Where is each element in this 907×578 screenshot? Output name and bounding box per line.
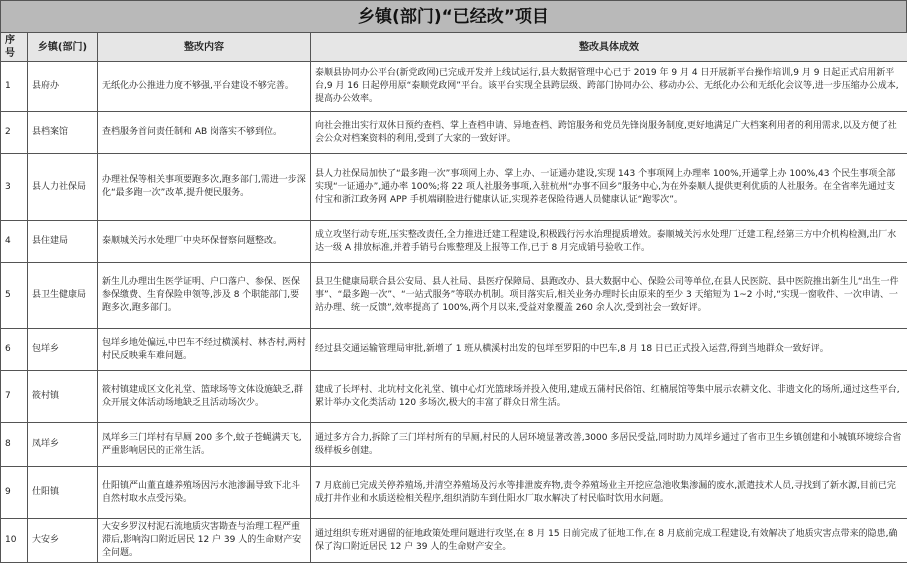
row-serial: 1 <box>1 62 28 112</box>
header-town: 乡镇(部门) <box>28 33 98 62</box>
row-town: 县人力社保局 <box>28 154 98 221</box>
row-serial: 8 <box>1 423 28 467</box>
row-issue: 新生儿办理出生医学证明、户口落户、参保、医保参保缴费、生育保险申领等,涉及 8 个职能部门,要跑多次,跑多部门。 <box>98 263 311 329</box>
row-result: 通过组织专班对遇留的征地政策处理问题进行攻坚,在 8 月 15 日前完成了征地工作,在 8 月底前完成工程建设,有效解决了地质灾害点带来的隐患,确保了沟口附近居民 12 户 39 人的生命财产安全。 <box>311 519 907 563</box>
table-row <box>1 263 907 329</box>
table-row <box>1 423 907 467</box>
header-issue: 整改内容 <box>98 33 311 62</box>
table-row <box>1 519 907 563</box>
row-serial: 6 <box>1 329 28 371</box>
row-town: 县档案馆 <box>28 112 98 154</box>
table-row <box>1 62 907 112</box>
row-result: 向社会推出实行双休日预约查档、掌上查档申请、异地查档、跨馆服务和党员先锋岗服务制度,更好地满足广大档案利用者的利用需求,以及方便了社会公众对档案资料的利用,受到了大家的一致好评。 <box>311 112 907 154</box>
row-issue: 大安乡罗汉村泥石流地质灾害勘查与治理工程严重滞后,影响沟口附近居民 12 户 39 人的生命财产安全问题。 <box>98 519 311 563</box>
row-issue: 查档服务首问责任制和 AB 岗落实不够到位。 <box>98 112 311 154</box>
rectification-table <box>0 32 907 563</box>
row-town: 仕阳镇 <box>28 467 98 519</box>
row-serial: 4 <box>1 221 28 263</box>
row-serial: 10 <box>1 519 28 563</box>
row-result: 经过县交通运输管理局审批,新增了 1 班从横溪村出发的包垟至罗阳的中巴车,8 月 18 日已正式投入运营,得到当地群众一致好评。 <box>311 329 907 371</box>
row-issue: 凤垟乡三门垟村有早厕 200 多个,蚊子苍蝇满天飞,严重影响居民的正常生活。 <box>98 423 311 467</box>
row-town: 筱村镇 <box>28 371 98 423</box>
table-row <box>1 154 907 221</box>
row-serial: 9 <box>1 467 28 519</box>
row-result: 县人力社保局加快了“最多跑一次”事项网上办、掌上办、一证通办建设,实现 143 个事项网上办理率 100%,开通掌上办 100%,43 个民生事项全部实现“一证通办”,通办率 100%;将 22 项人社服务事项,入驻杭州“办事不回乡”服务中心,为在外泰顺人提供更利优质的人社服务。在全省率先通过支付宝和浙江政务网 APP 手机端刷脸进行健康认证,实现养老保险待遇人员健康认证“跑零次”。 <box>311 154 907 221</box>
table-row <box>1 112 907 154</box>
row-town: 县府办 <box>28 62 98 112</box>
header-serial: 序号 <box>1 33 28 62</box>
row-result: 7 月底前已完成关停养殖场,并清空养殖场及污水等排泄废弃物,责令养殖场业主开挖应急池收集渗漏的废水,派遣技术人员,寻找到了新水源,目前已完成打井作业和水质送检相关程序,组织消防车到仕阳水厂取水解决了村民临时饮用水问题。 <box>311 467 907 519</box>
row-serial: 5 <box>1 263 28 329</box>
row-town: 包垟乡 <box>28 329 98 371</box>
table-row <box>1 221 907 263</box>
row-issue: 包垟乡地处偏远,中巴车不经过横溪村、林杏村,两村村民反映乘车难问题。 <box>98 329 311 371</box>
row-issue: 筱村镇建成区文化礼堂、篮球场等文体设施缺乏,群众开展文体活动场地缺乏且活动场次少。 <box>98 371 311 423</box>
table-header-row <box>1 33 907 62</box>
row-town: 县住建局 <box>28 221 98 263</box>
row-serial: 7 <box>1 371 28 423</box>
row-serial: 2 <box>1 112 28 154</box>
table-row <box>1 329 907 371</box>
row-result: 通过多方合力,拆除了三门垟村所有的早厕,村民的人居环境显著改善,3000 多居民受益,同时助力凤垟乡通过了省市卫生乡镇创建和小城镇环境综合省级样板乡创建。 <box>311 423 907 467</box>
row-issue: 仕阳镇严山董直雄养殖场因污水池渗漏导致下北斗自然村取水点受污染。 <box>98 467 311 519</box>
row-result: 县卫生健康局联合县公安局、县人社局、县医疗保障局、县跑改办、县大数据中心、保险公司等单位,在县人民医院、县中医院推出新生儿“出生一件事”、“最多跑一次”、“一站式服务”等联办机制。项目落实后,相关业务办理时长由原来的至少 3 天缩短为 1~2 小时,“实现一窗收件、一次申请、一站办理、统一反馈”,效率提高了 100%,两个月以来,受益对象覆盖 260 余人次,受到社会一致好评。 <box>311 263 907 329</box>
page-title: 乡镇(部门)“已经改”项目 <box>0 0 907 32</box>
row-result: 建成了长坪村、北坑村文化礼堂、镇中心灯光篮球场并投入使用,建成五蒲村民俗馆、红楠展馆等集中展示农耕文化、非遗文化的场所,通过这些平台,累计举办文化类活动 120 多场次,极大的丰富了群众日常生活。 <box>311 371 907 423</box>
row-result: 成立攻坚行动专班,压实整改责任,全力推进迁建工程建设,积极践行污水治理提质增效。泰顺城关污水处理厂迁建工程,经第三方中介机构检测,出厂水达一级 A 排放标准,并着手销号台账整理及上报等工作,已于 8 月完成销号验收工作。 <box>311 221 907 263</box>
table-row <box>1 467 907 519</box>
row-result: 泰顺县协同办公平台(新党政网)已完成开发并上线试运行,县大数据管理中心已于 2019 年 9 月 4 日开展新平台操作培训,9 月 9 日起正式启用新平台,9 月 16 日起停用原“泰顺党政网”平台。该平台实现全县跨层级、跨部门协同办公、移动办公、无纸化办公和无纸化会议等,进一步压缩办公成本,提高办公效率。 <box>311 62 907 112</box>
table-row <box>1 371 907 423</box>
row-town: 大安乡 <box>28 519 98 563</box>
row-issue: 办理社保等相关事项要跑多次,跑多部门,需进一步深化“最多跑一次”改革,提升便民服务。 <box>98 154 311 221</box>
row-issue: 泰顺城关污水处理厂中央环保督察问题整改。 <box>98 221 311 263</box>
row-serial: 3 <box>1 154 28 221</box>
row-issue: 无纸化办公推进力度不够强,平台建设不够完善。 <box>98 62 311 112</box>
row-town: 县卫生健康局 <box>28 263 98 329</box>
row-town: 凤垟乡 <box>28 423 98 467</box>
header-result: 整改具体成效 <box>311 33 907 62</box>
